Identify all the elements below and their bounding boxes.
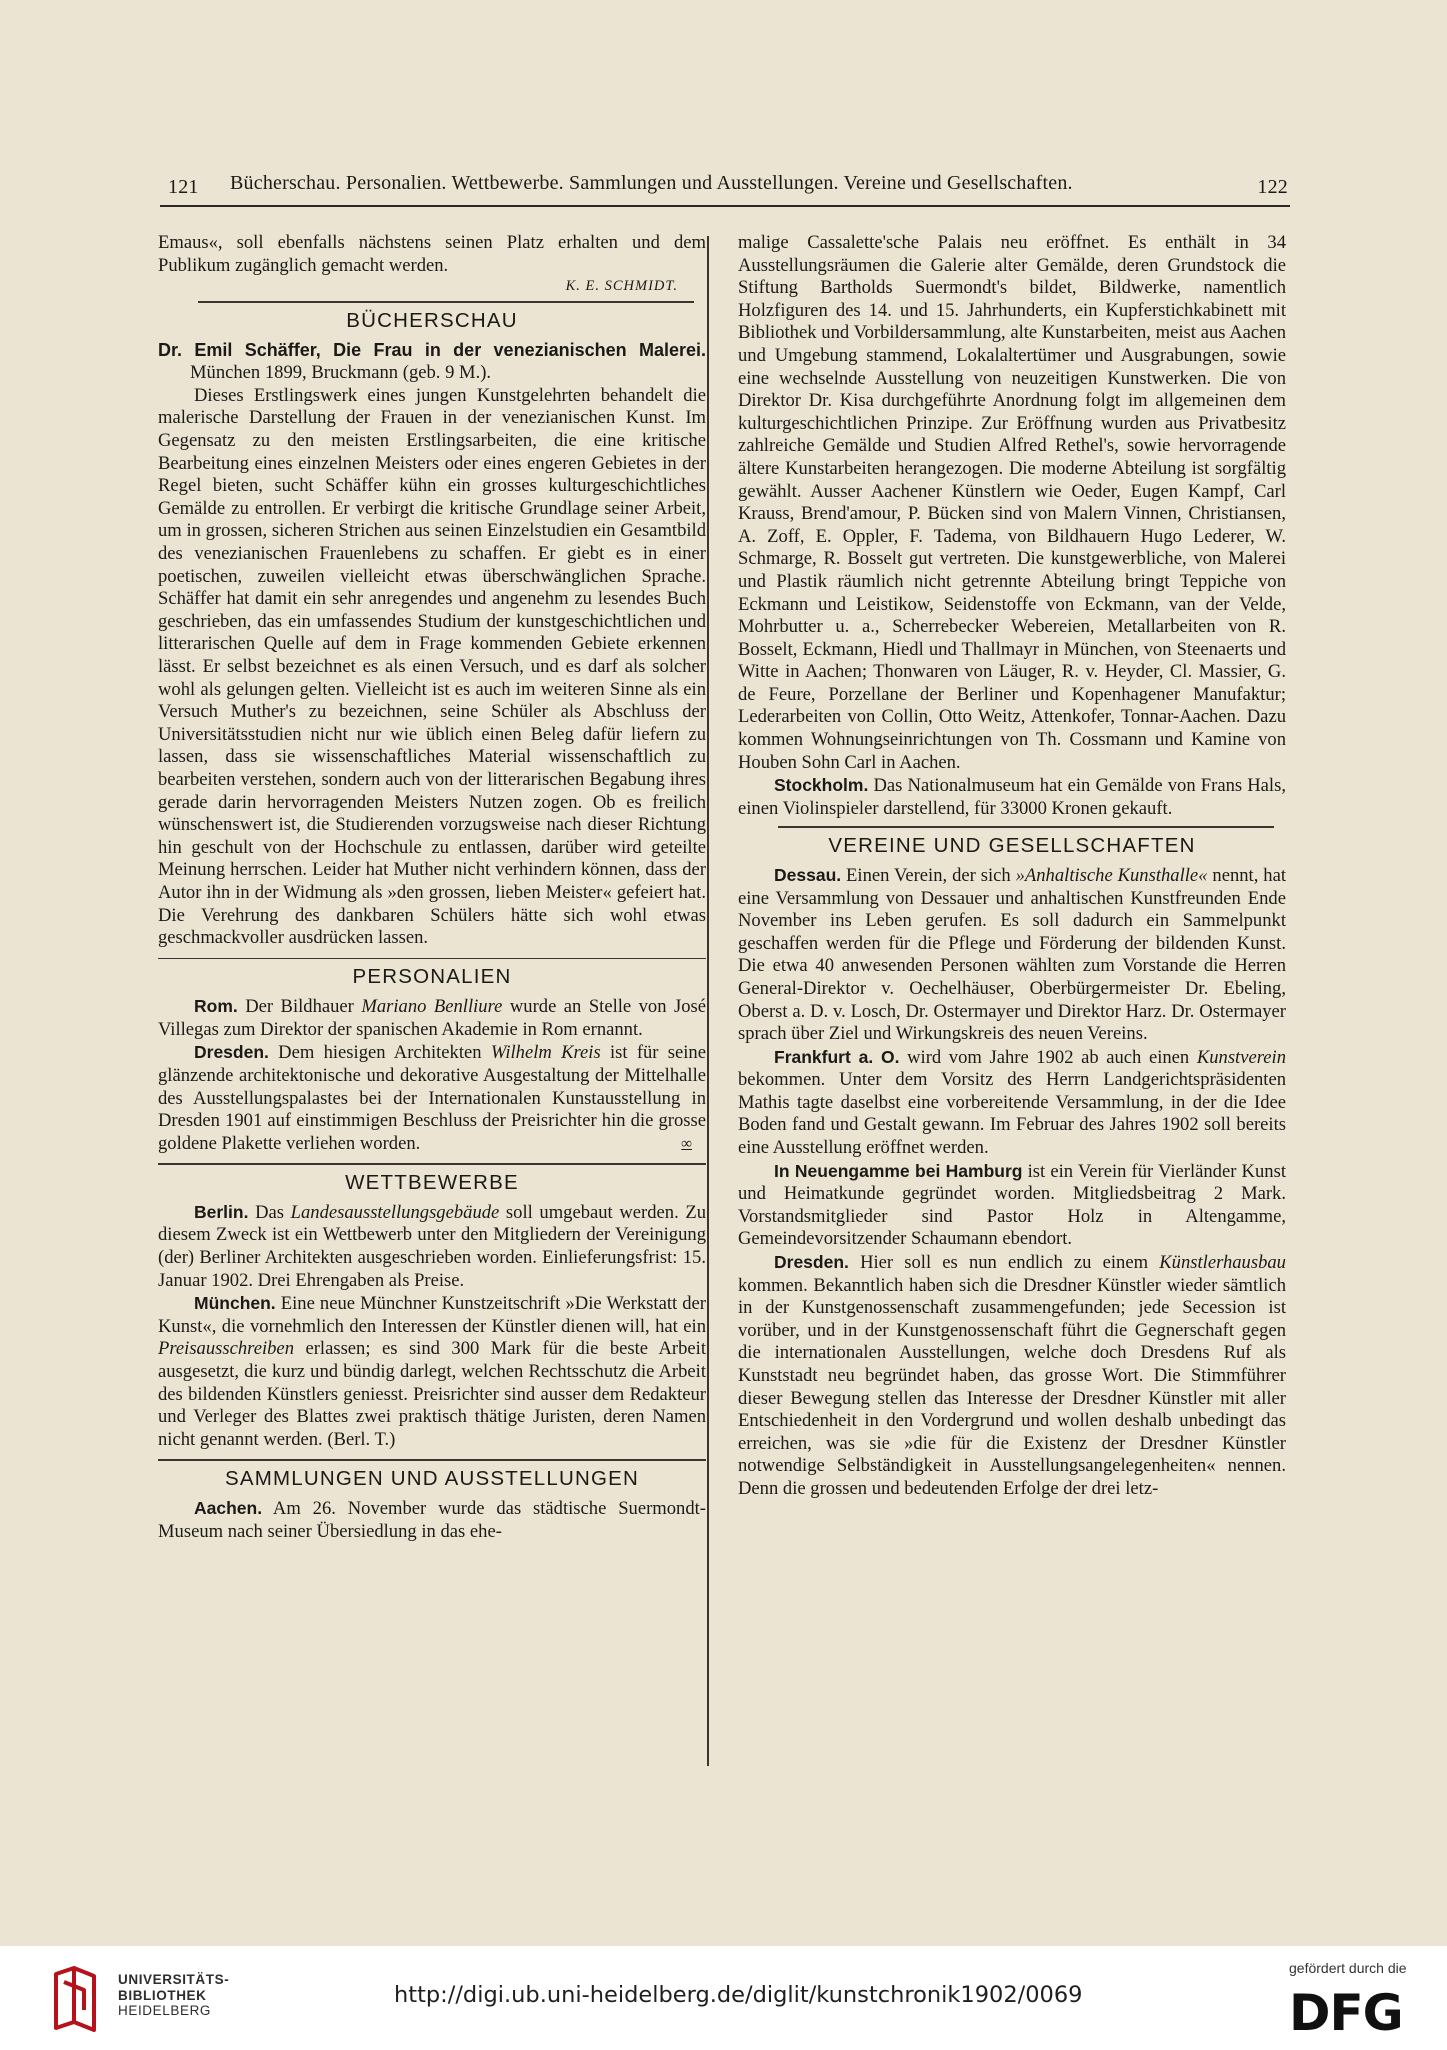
entry-text: bekommen. Unter dem Vorsitz des Herrn Landgerichtspräsidenten Mathis tagte daselbst eine vorbereitende Versammlung, in der die Idee Boden fand und Gestalt gewann. Im Februar des Jahres 1902 soll bereits eine Ausstellung eröffnet werden. — [738, 1069, 1286, 1159]
entry-place: Rom. — [194, 996, 238, 1017]
book-review: Dieses Erstlingswerk eines jungen Kunstgelehrten behandelt die malerische Darstellung der Frauen in der venezianischen Kunst. Im Gegensatz zu den meisten Erstlingsarbeiten, die eine kritische Bearbeitung eines einzelnen Meisters oder eines engeren Gebietes in der Regel bieten, sucht Schäffer kühn ein grosses kulturgeschichtliches Gemälde zu entrollen. Er verbirgt die kritische Grundlage seiner Arbeit, um in grossen, sicheren Strichen aus seinen Einzelstudien ein Gesamtbild des venezianischen Frauenlebens zu schaffen. Er giebt es in einer poetischen, zuweilen vielleicht etwas überschwänglichen Sprache. Schäffer hat damit ein sehr anregendes und angenehm zu lesendes Buch geschrieben, das ein umfassendes Studium der kunstgeschichtlichen und litterarischen Quelle auf dem in Frage kommenden Gebiete erkennen lässt. Er selbst bezeichnet es als einen Versuch, und es darf als solcher wohl als gelungen gelten. Vielleicht ist es auch im weiteren Sinne als ein Versuch Muther's zu bezeichnen, seine Schüler als Abschluss der Universitätsstudien nicht nur wie üblich einen Beleg dafür liefern zu lassen, dass sie wissenschaftliches Material wissenschaftlich zu bearbeiten verstehen, sondern auch von der litterarischen Begabung ihres gerade darin hervorragenden Meisters Nutzen zogen. Ob es freilich wünschenswert ist, die Studierenden vorzugsweise nach dieser Richtung hin geschult von der Hochschule zu entlassen, darüber wird geteilte Meinung herrschen. Leider hat Muther nicht verhindern können, dass der Autor ihn in der Widmung als »den grossen, lieben Meister« gefeiert hat. Die Verehrung des dankbaren Schülers hätte sich wohl etwas geschmackvoller ausdrücken lassen. — [158, 384, 706, 949]
institution-line: UNIVERSITÄTS- — [118, 1972, 230, 1987]
section-rule — [158, 1163, 706, 1165]
permalink-url[interactable]: http://digi.ub.uni-heidelberg.de/diglit/kunstchronik1902/0069 — [394, 1982, 1083, 2008]
institution-line: HEIDELBERG — [118, 2003, 212, 2018]
running-title: Bücherschau. Personalien. Wettbewerbe. Sammlungen und Ausstellungen. Vereine und Gesellschaften. — [230, 172, 1073, 194]
person-name: Wilhelm Kreis — [490, 1042, 601, 1064]
entry-place: Stockholm. — [774, 775, 869, 796]
institution-line: BIBLIOTHEK — [118, 1987, 207, 2003]
entry-text: Der Bildhauer — [245, 996, 354, 1018]
emphasized-term: Künstlerhausbau — [1159, 1252, 1286, 1274]
section-rule — [198, 301, 694, 303]
entry-text: wird vom Jahre 1902 ab auch einen — [907, 1046, 1190, 1068]
entry-muenchen — [158, 1292, 706, 1451]
entry-place: Dessau. — [774, 864, 842, 885]
section-rule — [158, 1459, 706, 1461]
emphasized-term: Preisausschreiben — [158, 1338, 294, 1360]
entry-aachen — [158, 1497, 706, 1543]
author-monogram: ∞ — [681, 1135, 692, 1152]
viewer-footer — [0, 1946, 1447, 2050]
entry-dresden-vereine — [738, 1251, 1286, 1501]
entry-text: ist für seine glänzende architektonische und dekorative Ausgestaltung der Mittelhalle des Ausstellungspalastes bei der Internationalen Kunstausstellung in Dresden 1901 auf einstimmigen Beschluss der Preisrichter hin die grosse goldene Plakette verliehen worden. — [158, 1042, 706, 1154]
entry-place: Frankfurt a. O. — [774, 1046, 900, 1067]
page-number-right: 122 — [1257, 176, 1288, 198]
page-number-left: 121 — [168, 176, 199, 198]
entry-text: ist ein Verein für Vierländer Kunst und Heimatkunde gegründet worden. Mitgliedsbeitrag 2 Mark. Vorstandsmitglieder sind Pastor Holz in Altengamme, Gemeindevorsitzender Schaumann ebendort. — [738, 1160, 1286, 1250]
entry-place: Aachen. — [194, 1497, 263, 1518]
entry-text: Am 26. November wurde das städtische Suermondt-Museum nach seiner Übersiedlung in das ehe- — [158, 1497, 706, 1542]
entry-rom — [158, 995, 706, 1041]
section-rule — [778, 826, 1274, 828]
aachen-continued: malige Cassalette'sche Palais neu eröffnet. Es enthält in 34 Ausstellungsräumen die Galerie alter Gemälde, deren Grundstock die Stiftung Bartholds Suermondt's bildet, Bildwerke, namentlich Holzfiguren des 14. und 15. Jahrhunderts, ein Kupferstichkabinett mit Bibliothek und Vorbildersammlung, alte Kunstarbeiten, meist aus Aachen und Umgebung stammend, Lokalaltertümer und Ausgrabungen, sowie eine wechselnde Ausstellung von neuzeitigen Kunstwerken. Die von Direktor Dr. Kisa durchgeführte Anordnung folgt im allgemeinen dem kulturgeschichtlichen Prinzipe. Zur Eröffnung wurden aus Privatbesitz zahlreiche Gemälde und Studien Alfred Rethel's, sowie hervorragende ältere Kunstarbeiten herangezogen. Die moderne Abteilung ist sorgfältig gewählt. Ausser Aachener Künstlern wie Oeder, Eugen Kampf, Carl Krauss, Brend'amour, P. Bücken sind von Malern Vinnen, Christiansen, A. Zoff, E. Oppler, F. Tadema, von Bildhauern Hugo Lederer, W. Schmarge, R. Bosselt gut vertreten. Die kunstgewerbliche, von Malerei und Plastik räumlich nicht getrennte Abteilung bringt Teppiche von Eckmann und Leistikow, Seidenstoffe von Eckmann, van der Velde, Mohrbutter u. a., Scherrebecker Webereien, Metallarbeiten von R. Bosselt, Eckmann, Hiedl und Thallmayr in München, von Steenaerts und Witte in Aachen; Thonwaren von Läuger, R. v. Heyder, Cl. Massier, G. de Feure, Porzellane der Berliner und Kopenhagener Manufaktur; Lederarbeiten von Collin, Otto Weitz, Attenkofer, Tonnar-Aachen. Dazu kommen Wohnungseinrichtungen von Th. Cossmann und Kamine von Houben Sohn Carl in Aachen. — [738, 232, 1286, 773]
funding-caption: gefördert durch die — [1289, 1960, 1407, 1976]
entry-stockholm — [738, 774, 1286, 820]
entry-dessau — [738, 864, 1286, 1046]
section-heading-vereine: VEREINE UND GESELLSCHAFTEN — [828, 833, 1196, 857]
intro-paragraph: Emaus«, soll ebenfalls nächstens seinen Platz erhalten und dem Publikum zugänglich gemacht werden. — [158, 232, 706, 276]
entry-place: Berlin. — [194, 1201, 249, 1222]
entry-place: München. — [194, 1293, 276, 1314]
entry-place: Dresden. — [774, 1252, 849, 1273]
entry-text: Das — [255, 1201, 285, 1223]
entry-text: Dem hiesigen Architekten — [278, 1042, 482, 1064]
entry-frankfurt — [738, 1046, 1286, 1160]
header-rule — [160, 205, 1290, 207]
book-author-title: Dr. Emil Schäffer, Die Frau in der venezianischen Malerei. — [158, 339, 706, 360]
entry-text: erlassen; es sind 300 Mark für die beste Arbeit ausgesetzt, die kurz und bündig darlegt, welchen Rechtsschutz die Arbeit des bildenden Künstlers geniesst. Preisrichter sind ausser dem Redakteur und Verleger des Blattes zwei praktisch thätige Juristen, deren Namen nicht genannt werden. (Berl. T.) — [158, 1338, 706, 1450]
book-details: München 1899, Bruckmann (geb. 9 M.). — [190, 362, 492, 384]
institution-name — [118, 1972, 229, 2019]
section-heading-wettbewerbe: WETTBEWERBE — [345, 1170, 519, 1194]
entry-text: wurde an Stelle von José Villegas zum Direktor der spanischen Akademie in Rom ernannt. — [158, 996, 706, 1040]
entry-text: Hier soll es nun endlich zu einem — [860, 1252, 1149, 1274]
left-column — [158, 232, 706, 1543]
entry-dresden-personalien — [158, 1041, 706, 1155]
entry-text: nennt, hat eine Versammlung von Dessauer und anhaltischen Kunstfreunden Ende November ins Leben gerufen. Es soll dadurch ein Sammelpunkt geschaffen werden für die Pflege und Förderung der bildenden Kunst. Die etwa 40 anwesenden Personen wählten zum Vorstande die Herren General-Direktor v. Oechelhäuser, Oberbürgermeister Dr. Ebeling, Oberst a. D. v. Losch, Dr. Ostermayer und Direktor Harz. Dr. Ostermayer sprach über Ziel und Wirkungskreis des neuen Vereins. — [738, 864, 1286, 1045]
entry-text: Eine neue Münchner Kunstzeitschrift »Die Werkstatt der Kunst«, die vornehmlich den Interessen der Künstler dienen will, hat ein — [158, 1293, 706, 1337]
dfg-logo-icon: DFG — [1289, 1984, 1403, 2042]
entry-text: Einen Verein, der sich — [846, 864, 1011, 886]
entry-place: In Neuengamme bei Hamburg — [774, 1160, 1023, 1181]
entry-text: kommen. Bekanntlich haben sich die Dresdner Künstler wieder sämtlich in der Kunstgenossenschaft zusammengefunden; jede Secession ist vorüber, und in der Kunstgenossenschaft führt die Gegnerschaft gegen die internationalen Ausstellungen, welche doch Dresdens Ruf als Kunststadt neu begründet haben, das grosse Wort. Die Stimmführer dieser Bewegung stellen das Interesse der Dresdner Künstler mit aller Entschiedenheit in den Vordergrund und wollen deshalb unbedingt das erreichen, was sie »die für die Existenz der Dresdner Künstler notwendige Selbständigkeit in Ausstellungsangelegenheiten« nennen. Denn die grossen und bedeutenden Erfolge der drei letz- — [738, 1274, 1286, 1499]
entry-text: soll umgebaut werden. Zu diesem Zweck ist ein Wettbewerb unter den Mitgliedern der Vereinigung (der) Berliner Architekten ausgeschrieben worden. Einlieferungsfrist: 15. Januar 1902. Drei Ehrengaben als Preise. — [158, 1201, 706, 1291]
right-column — [738, 232, 1286, 1501]
entry-place: Dresden. — [194, 1042, 269, 1063]
person-name: Mariano Benlliure — [361, 996, 503, 1018]
column-divider — [707, 236, 709, 1766]
entry-neuengamme — [738, 1160, 1286, 1251]
running-header — [168, 172, 1288, 202]
building-name: Landesausstellungsgebäude — [290, 1201, 500, 1223]
emphasized-term: Kunstverein — [1196, 1046, 1286, 1068]
entry-text: Das Nationalmuseum hat ein Gemälde von Frans Hals, einen Violinspieler darstellend, für 33000 Kronen gekauft. — [738, 775, 1286, 819]
section-heading-personalien: PERSONALIEN — [352, 965, 512, 989]
intro-signature: K. E. SCHMIDT. — [565, 278, 678, 295]
university-library-logo-icon — [50, 1964, 106, 2034]
section-heading-sammlungen: SAMMLUNGEN UND AUSSTELLUNGEN — [224, 1466, 640, 1490]
book-title-entry — [158, 339, 706, 385]
section-heading-buecherschau: BÜCHERSCHAU — [346, 308, 518, 332]
society-name: »Anhaltische Kunsthalle« — [1015, 864, 1208, 886]
entry-berlin — [158, 1201, 706, 1292]
section-rule — [158, 958, 706, 960]
